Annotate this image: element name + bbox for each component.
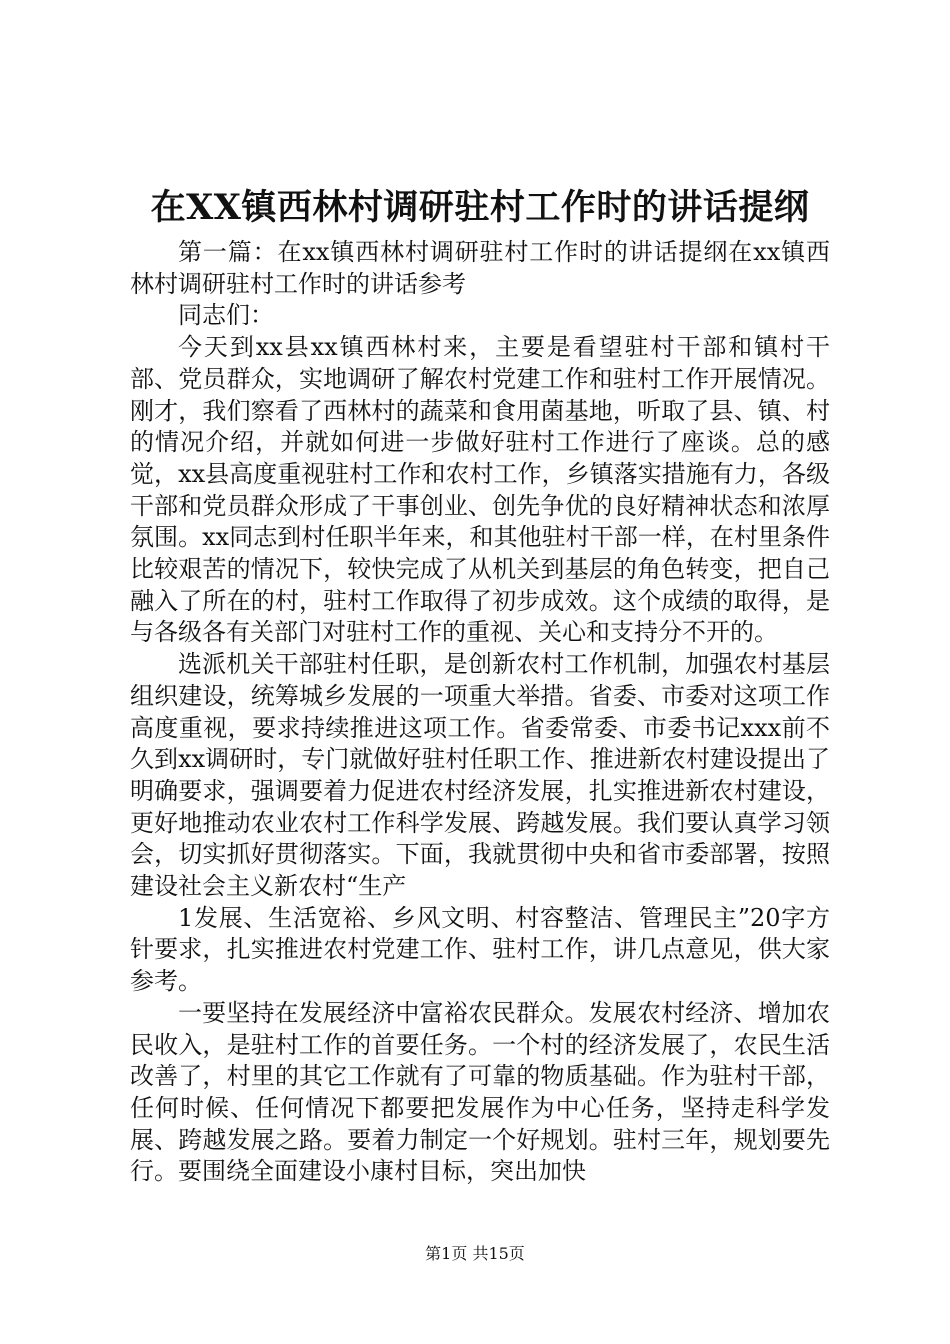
document-title: 在XX镇西林村调研驻村工作时的讲话提纲 bbox=[150, 187, 810, 228]
paragraph-point-one: 一要坚持在发展经济中富裕农民群众。发展农村经济、增加农民收入，是驻村工作的首要任务。一个村的经济发展了，农民生活改善了，村里的其它工作就有了可靠的物质基础。作为驻村干部，任何时候、任何情况下都要把发展作为中心任务，坚持走科学发展、跨越发展之路。要着力制定一个好规划。驻村三年，规划要先行。要围绕全面建设小康村目标，突出加快 bbox=[130, 998, 830, 1186]
paragraph-visit-summary: 今天到xx县xx镇西林村来，主要是看望驻村干部和镇村干部、党员群众，实地调研了解农村党建工作和驻村工作开展情况。刚才，我们察看了西林村的蔬菜和食用菌基地，听取了县、镇、村的情况介绍，并就如何进一步做好驻村工作进行了座谈。总的感觉，xx县高度重视驻村工作和农村工作，乡镇落实措施有力，各级干部和党员群众形成了干事创业、创先争优的良好精神状态和浓厚氛围。xx同志到村任职半年来，和其他驻村干部一样，在村里条件比较艰苦的情况下，较快完成了从机关到基层的角色转变，把自己融入了所在的村，驻村工作取得了初步成效。这个成绩的取得，是与各级各有关部门对驻村工作的重视、关心和支持分不开的。 bbox=[130, 333, 830, 647]
document-body bbox=[130, 237, 830, 1188]
paragraph-intro: 第一篇：在xx镇西林村调研驻村工作时的讲话提纲在xx镇西林村调研驻村工作时的讲话参考 bbox=[130, 238, 830, 298]
paragraph-policy-background: 选派机关干部驻村任职，是创新农村工作机制，加强农村基层组织建设，统筹城乡发展的一项重大举措。省委、市委对这项工作高度重视，要求持续推进这项工作。省委常委、市委书记xxx前不久到xx调研时，专门就做好驻村任职工作、推进新农村建设提出了明确要求，强调要着力促进农村经济发展，扎实推进新农村建设，更好地推动农业农村工作科学发展、跨越发展。我们要认真学习领会，切实抓好贯彻落实。下面，我就贯彻中央和省市委部署，按照建设社会主义新农村“生产 bbox=[130, 650, 830, 901]
page-number-footer: 第1页 共15页 bbox=[425, 1244, 525, 1263]
paragraph-salutation: 同志们： bbox=[178, 301, 274, 330]
paragraph-twenty-character-policy: 1发展、生活宽裕、乡风文明、村容整洁、管理民主”20字方针要求，扎实推进农村党建工作、驻村工作，讲几点意见，供大家参考。 bbox=[130, 903, 830, 996]
